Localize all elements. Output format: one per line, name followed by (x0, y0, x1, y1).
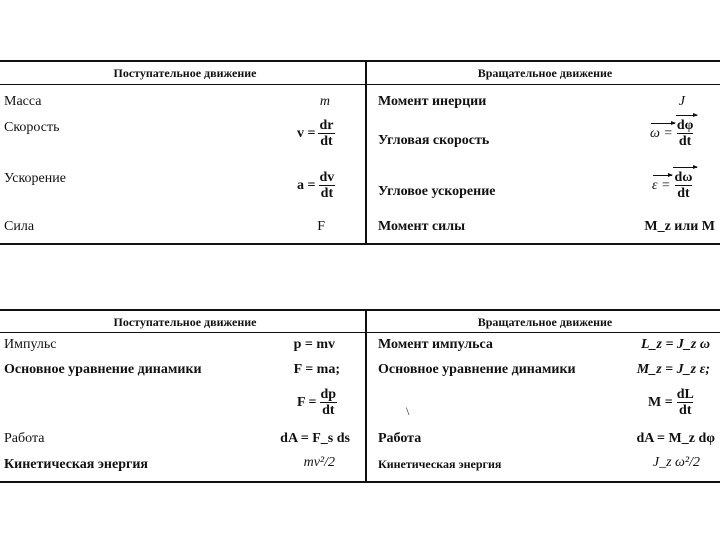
table-2-top-rule (0, 309, 720, 311)
label-angular-acceleration: Угловое ускорение (378, 184, 496, 199)
formula-momentum: p = mv (293, 337, 335, 352)
formula-work-translational: dA = F_s ds (280, 431, 350, 446)
label-kinetic-energy-right: Кинетическая энергия (378, 457, 502, 471)
formula-newton-second-law: F = ma; (293, 362, 340, 377)
label-work-right: Работа (378, 431, 422, 446)
formula-velocity: v = $\frac{dr}{dt}$ (297, 118, 334, 149)
label-dynamics-equation-right: Основное уравнение динамики (378, 362, 576, 377)
label-dynamics-equation-left: Основное уравнение динамики (4, 362, 202, 377)
formula-kinetic-energy-rotational: J_z ω²/2 (652, 455, 700, 470)
label-torque: Момент силы (378, 219, 466, 234)
table-1-divider (365, 60, 367, 245)
label-angular-velocity: Угловая скорость (378, 133, 490, 148)
stray-mark: \ (406, 404, 410, 418)
table-2-header-left: Поступательное движение (113, 315, 257, 329)
formula-acceleration: a = $\frac{dv}{dt}$ (297, 170, 335, 201)
label-force: Сила (4, 219, 35, 234)
table-1-header-right: Вращательное движение (477, 66, 613, 80)
formula-rotational-dynamics: M_z = J_z ε; (636, 362, 710, 377)
label-momentum: Импульс (4, 337, 57, 352)
table-1-header-left: Поступательное движение (113, 66, 257, 80)
formula-torque-derivative: M = $\frac{dL}{dt}$ (648, 387, 694, 418)
label-work-left: Работа (4, 431, 45, 446)
formula-torque: M_z или M (644, 219, 715, 234)
label-velocity: Скорость (4, 120, 60, 135)
label-moment-of-inertia: Момент инерции (378, 94, 487, 109)
formula-angular-velocity: ω = $\frac{d\varphi}{dt}$ (650, 118, 694, 149)
formula-mass: m (319, 94, 330, 109)
formula-work-rotational: dA = M_z dφ (636, 431, 715, 446)
formula-force: F (317, 219, 325, 234)
label-angular-momentum: Момент импульса (378, 337, 493, 352)
label-acceleration: Ускорение (4, 171, 66, 186)
table-2-header-rule (0, 332, 720, 333)
table-2-bottom-rule (0, 481, 720, 483)
formula-force-derivative: F = $\frac{dp}{dt}$ (297, 387, 337, 418)
formula-angular-momentum: L_z = J_z ω (640, 337, 710, 352)
table-1-bottom-rule (0, 243, 720, 245)
table-1-header-rule (0, 84, 720, 85)
label-mass: Масса (4, 94, 42, 109)
formula-angular-acceleration: ε = $\frac{d\omega}{dt}$ (652, 170, 693, 201)
table-1-top-rule (0, 60, 720, 62)
formula-kinetic-energy-translational: mv²/2 (303, 455, 335, 470)
formula-moment-of-inertia: J (678, 94, 685, 109)
table-2-header-right: Вращательное движение (477, 315, 613, 329)
label-kinetic-energy-left: Кинетическая энергия (4, 457, 148, 472)
table-2-divider (365, 309, 367, 483)
